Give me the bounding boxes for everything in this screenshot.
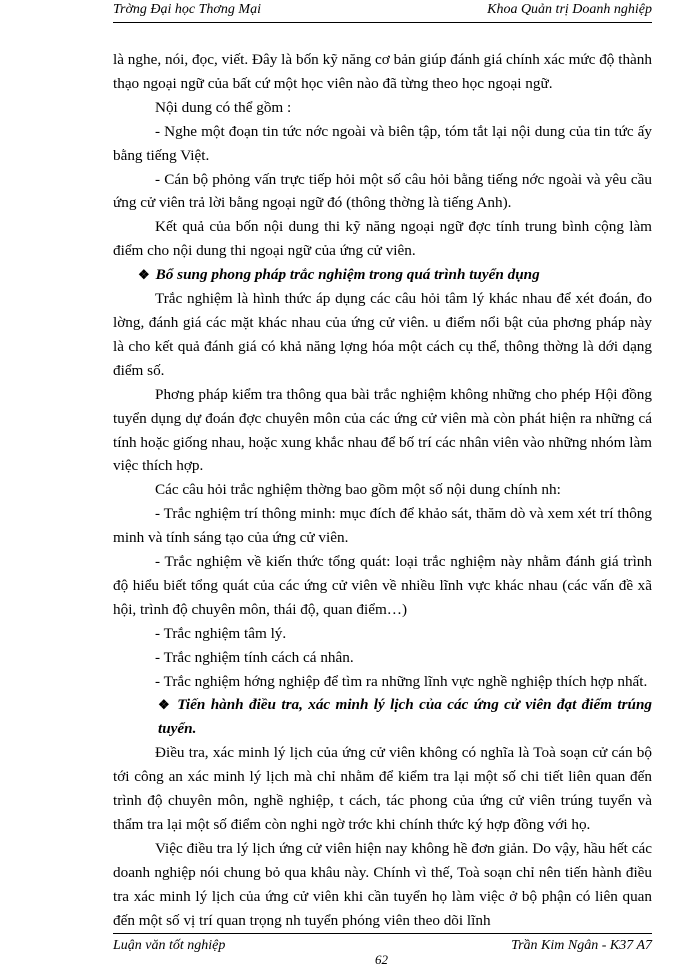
paragraph: - Cán bộ phỏng vấn trực tiếp hỏi một số câu hỏi bằng tiếng nớc ngoài và yêu cầu ứng cử viên trả lời bằng ngoại ngữ đó (thông thờng là tiếng Anh). <box>113 170 652 212</box>
paragraph: Nội dung có thể gồm : <box>155 98 292 116</box>
paragraph: là nghe, nói, đọc, viết. Đây là bốn kỹ năng cơ bản giúp đánh giá chính xác mức độ thành thạo ngoại ngữ của bất cứ một học viên nào đã từng theo học ngoại ngữ. <box>113 51 652 92</box>
paragraph: - Trắc nghiệm tính cách cá nhân. <box>155 648 354 666</box>
paragraph: Việc điều tra lý lịch ứng cử viên hiện nay không hề đơn giản. Do vậy, hầu hết các doanh nghiệp nói chung bỏ qua khâu này. Chính vì thế, Toà soạn chỉ nên tiến hành điều tra xác minh lý lịch của ứng cử viên khi cần tuyển họ làm việc ở bộ phận có liên quan đến một số vị trí quan trọng nh tuyển phóng viên theo dõi lĩnh <box>113 839 652 929</box>
page-header <box>113 0 652 23</box>
paragraph: - Trắc nghiệm tâm lý. <box>155 624 287 642</box>
paragraph: Các câu hỏi trắc nghiệm thờng bao gồm một số nội dung chính nh: <box>155 481 561 499</box>
paragraph: - Trắc nghiệm về kiến thức tổng quát: loại trắc nghiệm này nhằm đánh giá trình độ hiểu biết tổng quát của các ứng cử viên về nhiều lĩnh vực khác nhau (các vấn đề xã hội, trình độ chuyên môn, thái độ, quan điểm…) <box>113 553 652 618</box>
section-heading-text: Bổ sung phong pháp trắc nghiệm trong quá trình tuyển dụng <box>155 266 540 284</box>
diamond-bullet-icon: ❖ <box>158 697 172 713</box>
header-faculty: Khoa Quản trị Doanh nghiệp <box>487 2 652 17</box>
section-heading <box>113 693 652 741</box>
paragraph: - Nghe một đoạn tin tức nớc ngoài và biên tập, tóm tắt lại nội dung của tin tức ấy bằng tiếng Việt. <box>113 122 652 164</box>
paragraph: - Trắc nghiệm hớng nghiệp để tìm ra những lĩnh vực nghề nghiệp thích hợp nhất. <box>155 672 648 690</box>
paragraph: Phơng pháp kiểm tra thông qua bài trắc nghiệm không những cho phép Hội đồng tuyển dụng dự đoán đợc chuyên môn của các ứng cử viên mà còn phát hiện ra những cá tính hoặc giống nhau, hoặc xung khắc nhau để bố trí các nhân viên vào những nhóm làm việc thích hợp. <box>113 385 652 475</box>
section-heading <box>113 263 652 287</box>
header-school: Trờng Đại học Thơng Mại <box>113 2 261 17</box>
paragraph: Trắc nghiệm là hình thức áp dụng các câu hỏi tâm lý khác nhau để xét đoán, đo lờng, đánh giá các mặt khác nhau của ứng cử viên. u điểm nổi bật của phơng pháp này là cho kết quả đánh giá có khả năng lợng hóa một cách cụ thể, thông thờng là dới dạng điểm số. <box>113 290 652 379</box>
page-number: 62 <box>375 952 388 967</box>
diamond-bullet-icon: ❖ <box>138 267 150 283</box>
document-body <box>113 48 652 933</box>
section-heading-text: Tiến hành điều tra, xác minh lý lịch của các ứng cử viên đạt điểm trúng tuyển. <box>158 696 652 738</box>
paragraph: - Trắc nghiệm trí thông minh: mục đích để khảo sát, thăm dò và xem xét trí thông minh và tính sáng tạo của ứng cử viên. <box>113 505 652 547</box>
paragraph: Kết quả của bốn nội dung thi kỹ năng ngoại ngữ đợc tính trung bình cộng làm điểm cho nội dung thi ngoại ngữ của ứng cử viên. <box>113 218 652 260</box>
footer-thesis: Luận văn tốt nghiệp <box>113 938 226 953</box>
paragraph: Điều tra, xác minh lý lịch của ứng cử viên không có nghĩa là Toà soạn cử cán bộ tới công an xác minh lý lịch mà chỉ nhằm để kiểm tra lại một số chi tiết liên quan đến trình độ chuyên môn, nghề nghiệp, t cách, tác phong của ứng cử viên trúng tuyển và thẩm tra lại một số điểm còn nghi ngờ trớc khi chính thức ký hợp đồng với họ. <box>113 744 652 833</box>
footer-author: Trần Kim Ngân - K37 A7 <box>511 938 652 953</box>
